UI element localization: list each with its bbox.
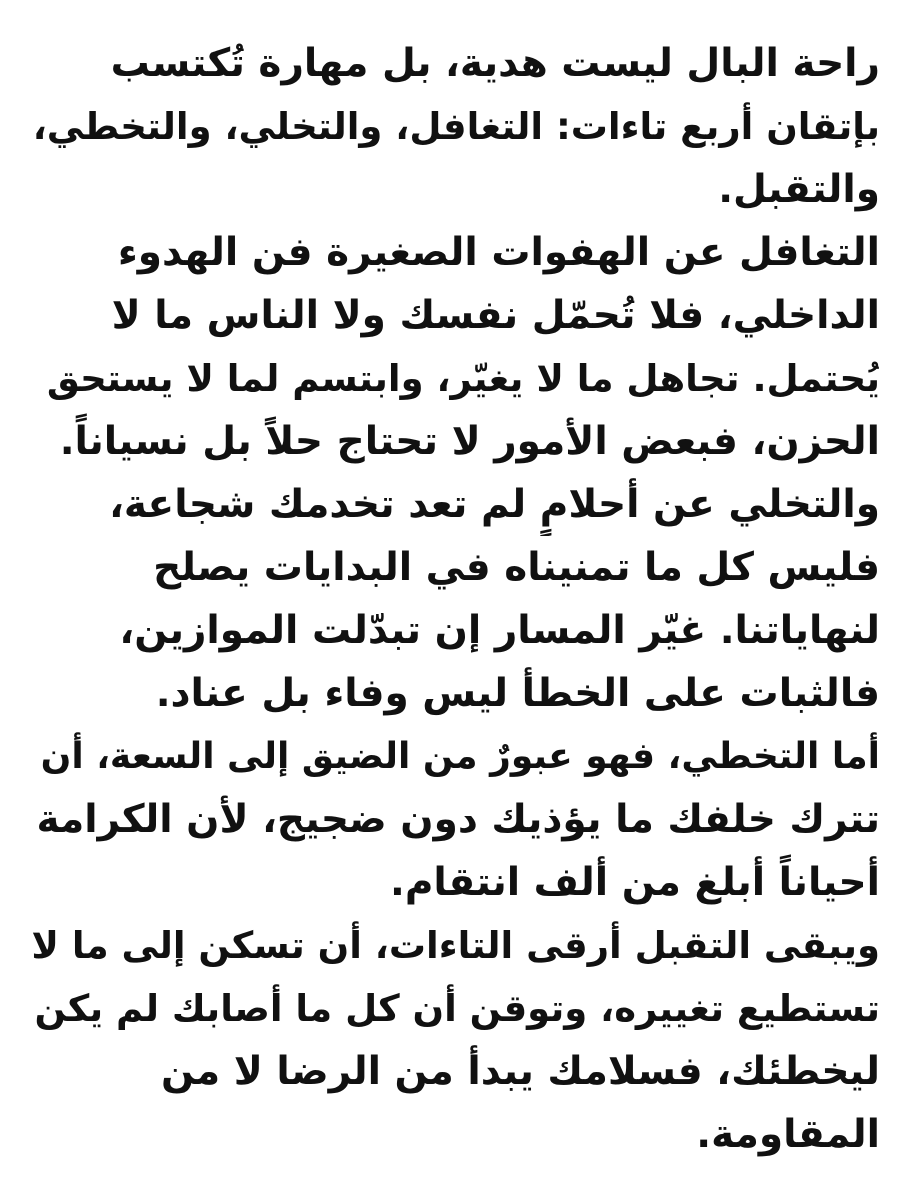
text-line: تستطيع تغييره، وتوقن أن كل ما أصابك لم يكن bbox=[34, 987, 880, 1030]
text-line: التغافل عن الهفوات الصغيرة فن الهدوء bbox=[117, 230, 880, 275]
text-line: راحة البال ليست هدية، بل مهارة تُكتسب bbox=[110, 41, 880, 86]
text-line: فليس كل ما تمنيناه في البدايات يصلح bbox=[153, 545, 880, 590]
text-line: أما التخطي، فهو عبورٌ من الضيق إلى السعة، أن bbox=[40, 736, 880, 777]
text-line: ويبقى التقبل أرقى التاءات، أن تسكن إلى ما لا bbox=[31, 924, 880, 967]
article-text bbox=[30, 32, 880, 1166]
text-line: لنهاياتنا. غيّر المسار إن تبدّلت الموازين، bbox=[119, 608, 880, 653]
text-line: فالثبات على الخطأ ليس وفاء بل عناد. bbox=[155, 671, 880, 716]
text-line: الداخلي، فلا تُحمّل نفسك ولا الناس ما لا bbox=[111, 293, 880, 338]
text-line: المقاومة. bbox=[696, 1112, 880, 1157]
text-line: بإتقان أربع تاءات: التغافل، والتخلي، والتخطي، bbox=[32, 105, 880, 148]
text-line: تترك خلفك ما يؤذيك دون ضجيج، لأن الكرامة bbox=[36, 797, 880, 842]
text-line: ليخطئك، فسلامك يبدأ من الرضا لا من bbox=[160, 1049, 880, 1094]
text-line: والتقبل. bbox=[718, 167, 880, 212]
text-line: الحزن، فبعض الأمور لا تحتاج حلاً بل نسياناً. bbox=[59, 419, 880, 464]
text-line: يُحتمل. تجاهل ما لا يغيّر، وابتسم لما لا يستحق bbox=[46, 357, 880, 400]
text-line: والتخلي عن أحلامٍ لم تعد تخدمك شجاعة، bbox=[109, 482, 880, 527]
text-line: أحياناً أبلغ من ألف انتقام. bbox=[390, 860, 880, 905]
